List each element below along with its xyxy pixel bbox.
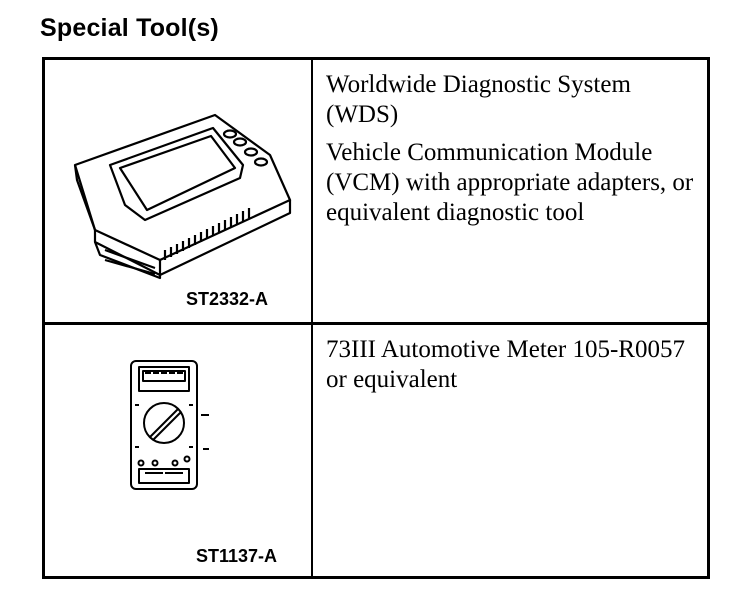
- page-title: Special Tool(s): [40, 14, 219, 42]
- table-row: [45, 325, 707, 576]
- tool-code: ST1137-A: [196, 546, 278, 566]
- tool-image-cell: [45, 325, 311, 576]
- tool-image-cell: [45, 60, 311, 322]
- table-row: [45, 60, 707, 325]
- tool-description: [326, 70, 706, 236]
- tool-name: 73III Automotive Meter 105-R0057 or equivalent: [326, 336, 685, 393]
- diagnostic-tablet-icon: [65, 110, 295, 280]
- tool-code: ST2332-A: [186, 289, 269, 309]
- tool-name: Worldwide Diagnostic System (WDS): [326, 71, 631, 128]
- special-tools-table: [42, 57, 710, 579]
- tool-description: [326, 335, 706, 403]
- multimeter-icon: [125, 357, 235, 502]
- tool-detail: Vehicle Communication Module (VCM) with appropriate adapters, or equivalent diagnostic tool: [326, 139, 694, 226]
